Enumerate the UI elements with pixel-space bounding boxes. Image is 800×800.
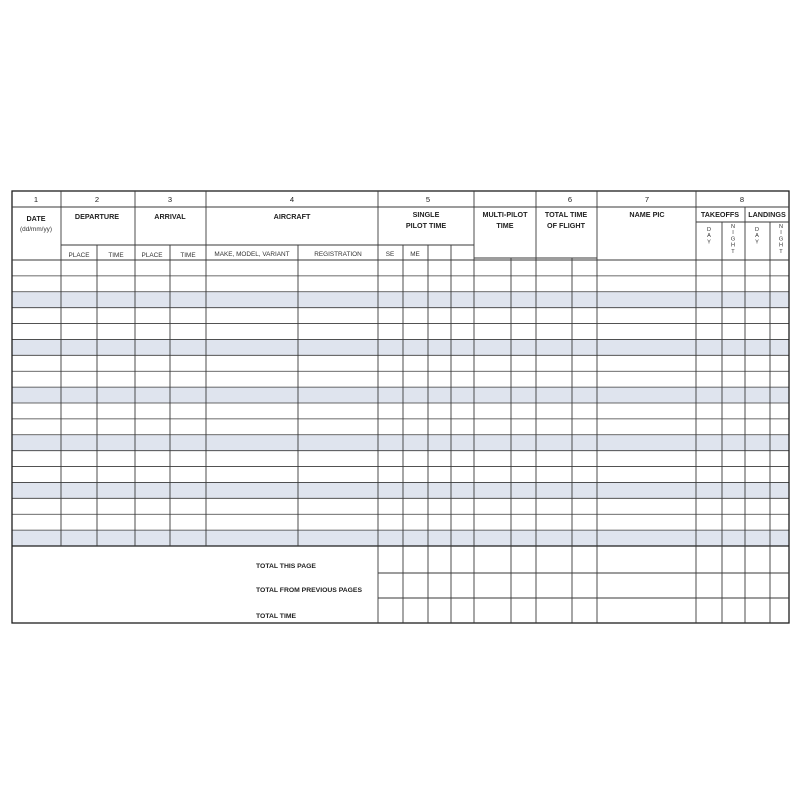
takeoff-day-label: D A Y	[706, 227, 712, 246]
dep-place-subheader: PLACE	[68, 252, 90, 259]
shaded-row	[12, 530, 789, 546]
date-header: DATE	[26, 214, 46, 223]
col-number-4: 4	[289, 195, 295, 204]
total-this-page-label: TOTAL THIS PAGE	[256, 563, 316, 570]
single-pilot-header-line2: PILOT TIME	[405, 221, 447, 230]
page-frame	[12, 191, 789, 623]
shaded-row	[12, 482, 789, 498]
total-time-header-line2: OF FLIGHT	[547, 221, 585, 230]
col-number-8: 8	[739, 195, 745, 204]
col-number-2: 2	[94, 195, 100, 204]
landings-header: LANDINGS	[748, 210, 786, 219]
shaded-row	[12, 339, 789, 355]
name-pic-header: NAME PIC	[629, 210, 665, 219]
single-pilot-header-line1: SINGLE	[412, 210, 440, 219]
make-model-subheader: MAKE, MODEL, VARIANT	[214, 251, 290, 258]
arr-place-subheader: PLACE	[141, 252, 163, 259]
col-number-5: 5	[425, 195, 431, 204]
aircraft-header: AIRCRAFT	[273, 212, 311, 221]
col-number-6: 6	[567, 195, 573, 204]
multi-pilot-header-line1: MULTI-PILOT	[482, 210, 528, 219]
landing-day-label: D A Y	[754, 227, 760, 246]
col-number-1: 1	[33, 195, 39, 204]
shaded-row	[12, 435, 789, 451]
arrival-header: ARRIVAL	[154, 212, 186, 221]
col-number-7: 7	[644, 195, 650, 204]
takeoffs-header: TAKEOFFS	[700, 210, 740, 219]
se-subheader: SE	[385, 251, 395, 258]
shaded-row	[12, 292, 789, 308]
me-subheader: ME	[410, 251, 420, 258]
shaded-row	[12, 387, 789, 403]
total-time-label: TOTAL TIME	[256, 613, 297, 620]
landing-night-label: N I G H T	[778, 224, 784, 255]
takeoff-night-label: N I G H T	[730, 224, 736, 255]
departure-header: DEPARTURE	[74, 212, 120, 221]
dep-time-subheader: TIME	[108, 252, 124, 259]
total-time-header-line1: TOTAL TIME	[544, 210, 588, 219]
arr-time-subheader: TIME	[180, 252, 196, 259]
registration-subheader: REGISTRATION	[314, 251, 362, 258]
date-format-header: (dd/mm/yy)	[20, 226, 52, 233]
col-number-3: 3	[167, 195, 173, 204]
total-previous-pages-label: TOTAL FROM PREVIOUS PAGES	[256, 587, 362, 594]
multi-pilot-header-line2: TIME	[496, 221, 514, 230]
